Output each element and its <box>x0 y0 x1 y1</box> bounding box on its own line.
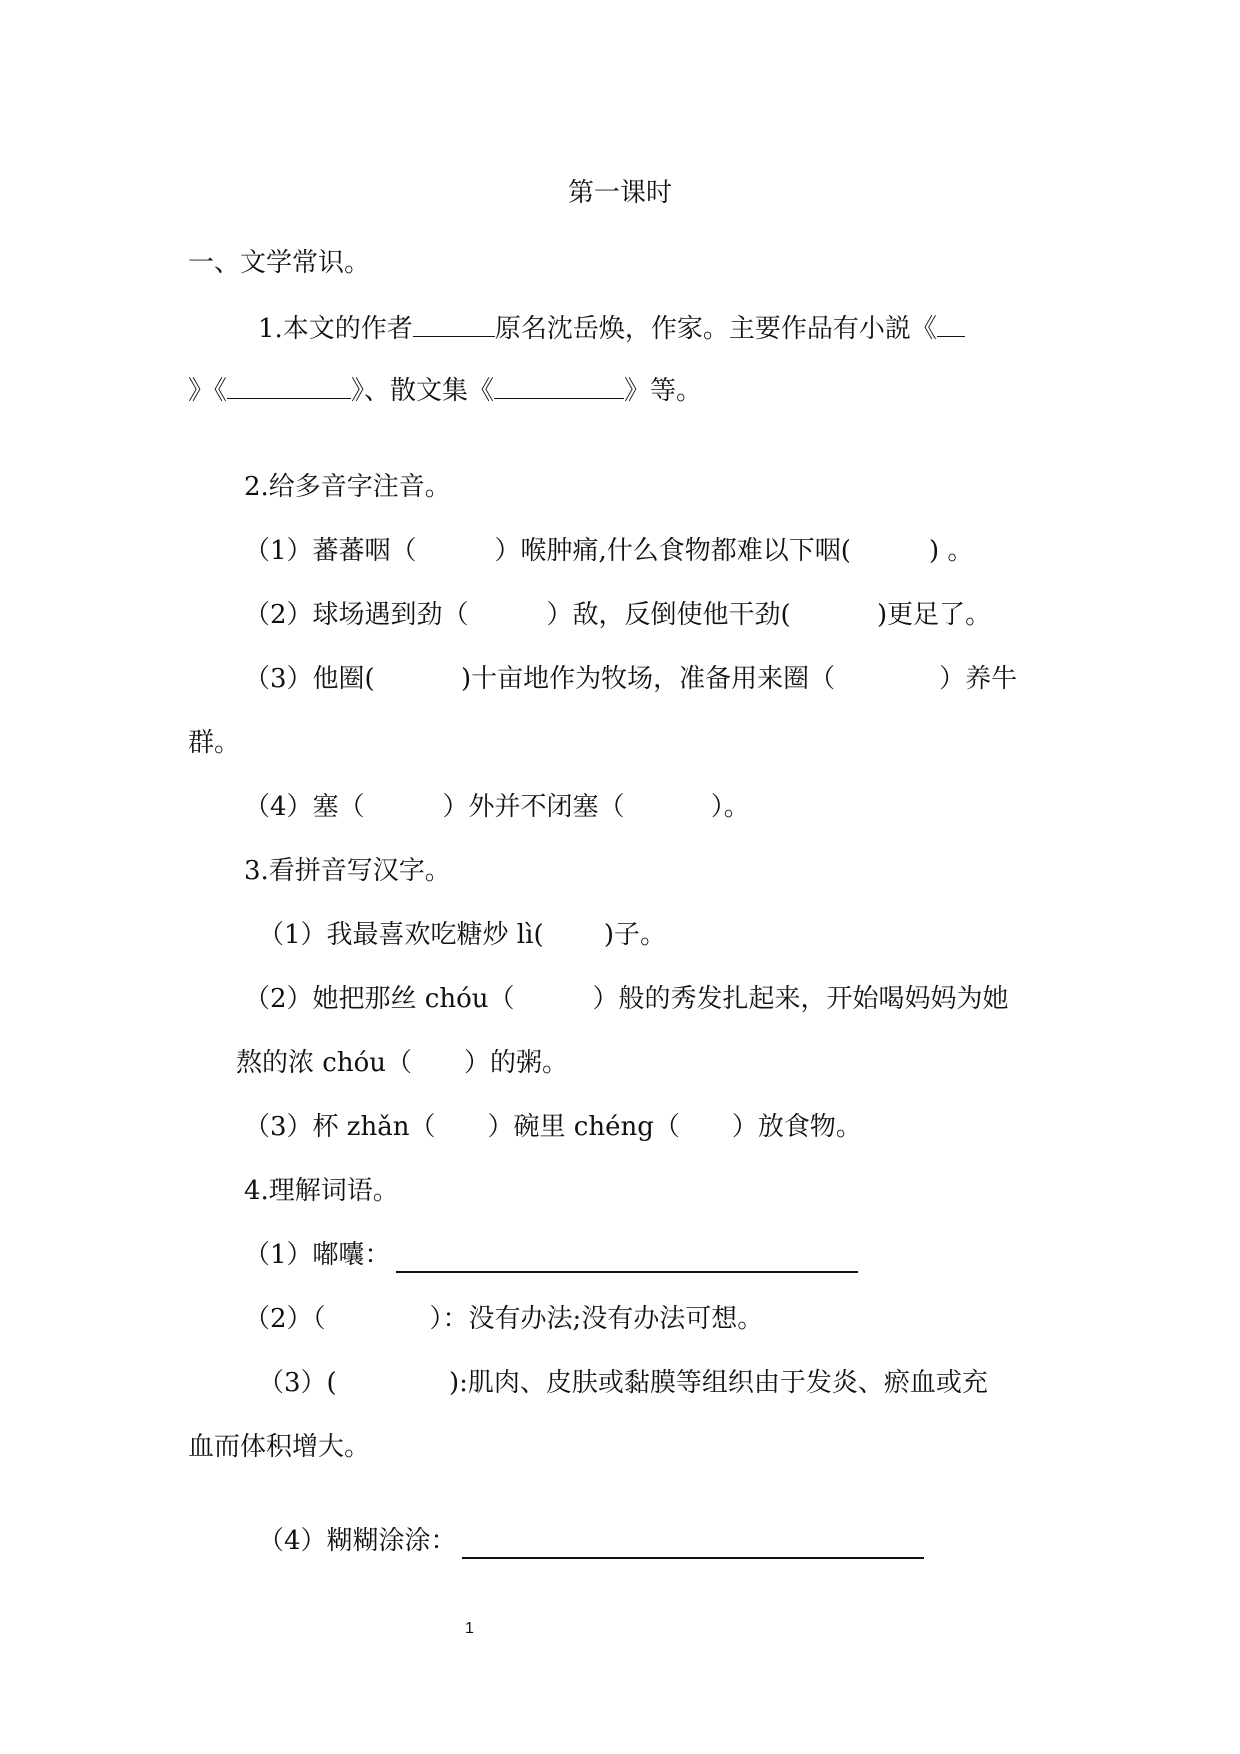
question-3-item-3: （3）杯 zhǎn（ ）碗里 chéng（ ）放食物。 <box>244 1112 862 1142</box>
novel-title-blank-1-start <box>937 310 965 337</box>
author-blank <box>413 310 495 337</box>
question-2-item-3-line-1: （3）他圈( )十亩地作为牧场，准备用来圈（ ）养牛 <box>244 664 1018 694</box>
question-3-item-2-line-2: 熬的浓 chóu（ ）的粥。 <box>236 1048 568 1078</box>
question-2-heading: 2.给多音字注音。 <box>244 472 451 502</box>
question-2-item-4: （4）塞（ ）外并不闭塞（ ）。 <box>244 792 750 822</box>
question-2-item-3-line-2: 群。 <box>188 728 241 758</box>
q1-text-c: 》《 <box>188 376 228 406</box>
essay-collection-blank <box>494 372 624 399</box>
question-4-item-3-line-1: （3）( ):肌肉、皮肤或黏膜等组织由于发炎、瘀血或充 <box>258 1368 988 1398</box>
page-title: 第一课时 <box>567 178 672 208</box>
question-3-item-2-line-1: （2）她把那丝 chóu（ ）般的秀发扎起来，开始喝妈妈为她 <box>244 984 1009 1014</box>
q1-text-d: 》、散文集《 <box>351 376 495 406</box>
question-2-item-2: （2）球场遇到劲（ ）敌，反倒使他干劲( )更足了。 <box>244 600 992 630</box>
q1-text-b: 原名沈岳焕，作家。主要作品有小説《 <box>494 314 937 344</box>
question-4-item-1: （1）嘟囔： <box>244 1240 391 1270</box>
novel-title-blank-2 <box>227 372 351 399</box>
question-4-heading: 4.理解词语。 <box>244 1176 399 1206</box>
q1-text-e: 》等。 <box>624 376 703 406</box>
question-1-line-1 <box>258 310 965 346</box>
question-2-item-1: （1）蕃蕃咽（ ）喉肿痛,什么食物都难以下咽( ) 。 <box>244 536 974 566</box>
q1-text-a: 1.本文的作者 <box>258 314 413 344</box>
section-heading-literature: 一、文学常识。 <box>188 248 371 278</box>
question-4-item-3-line-2: 血而体积增大。 <box>188 1432 371 1462</box>
question-4-item-4: （4）糊糊涂涂： <box>258 1526 457 1556</box>
answer-line-1 <box>396 1271 858 1273</box>
page-number: 1 <box>465 1620 474 1637</box>
question-3-item-1: （1）我最喜欢吃糖炒 lì( )子。 <box>258 920 666 950</box>
question-3-heading: 3.看拼音写汉字。 <box>244 856 451 886</box>
question-4-item-2: （2）（ ）：没有办法;没有办法可想。 <box>244 1304 764 1334</box>
answer-line-4 <box>462 1557 924 1559</box>
question-1-line-2 <box>188 372 702 408</box>
